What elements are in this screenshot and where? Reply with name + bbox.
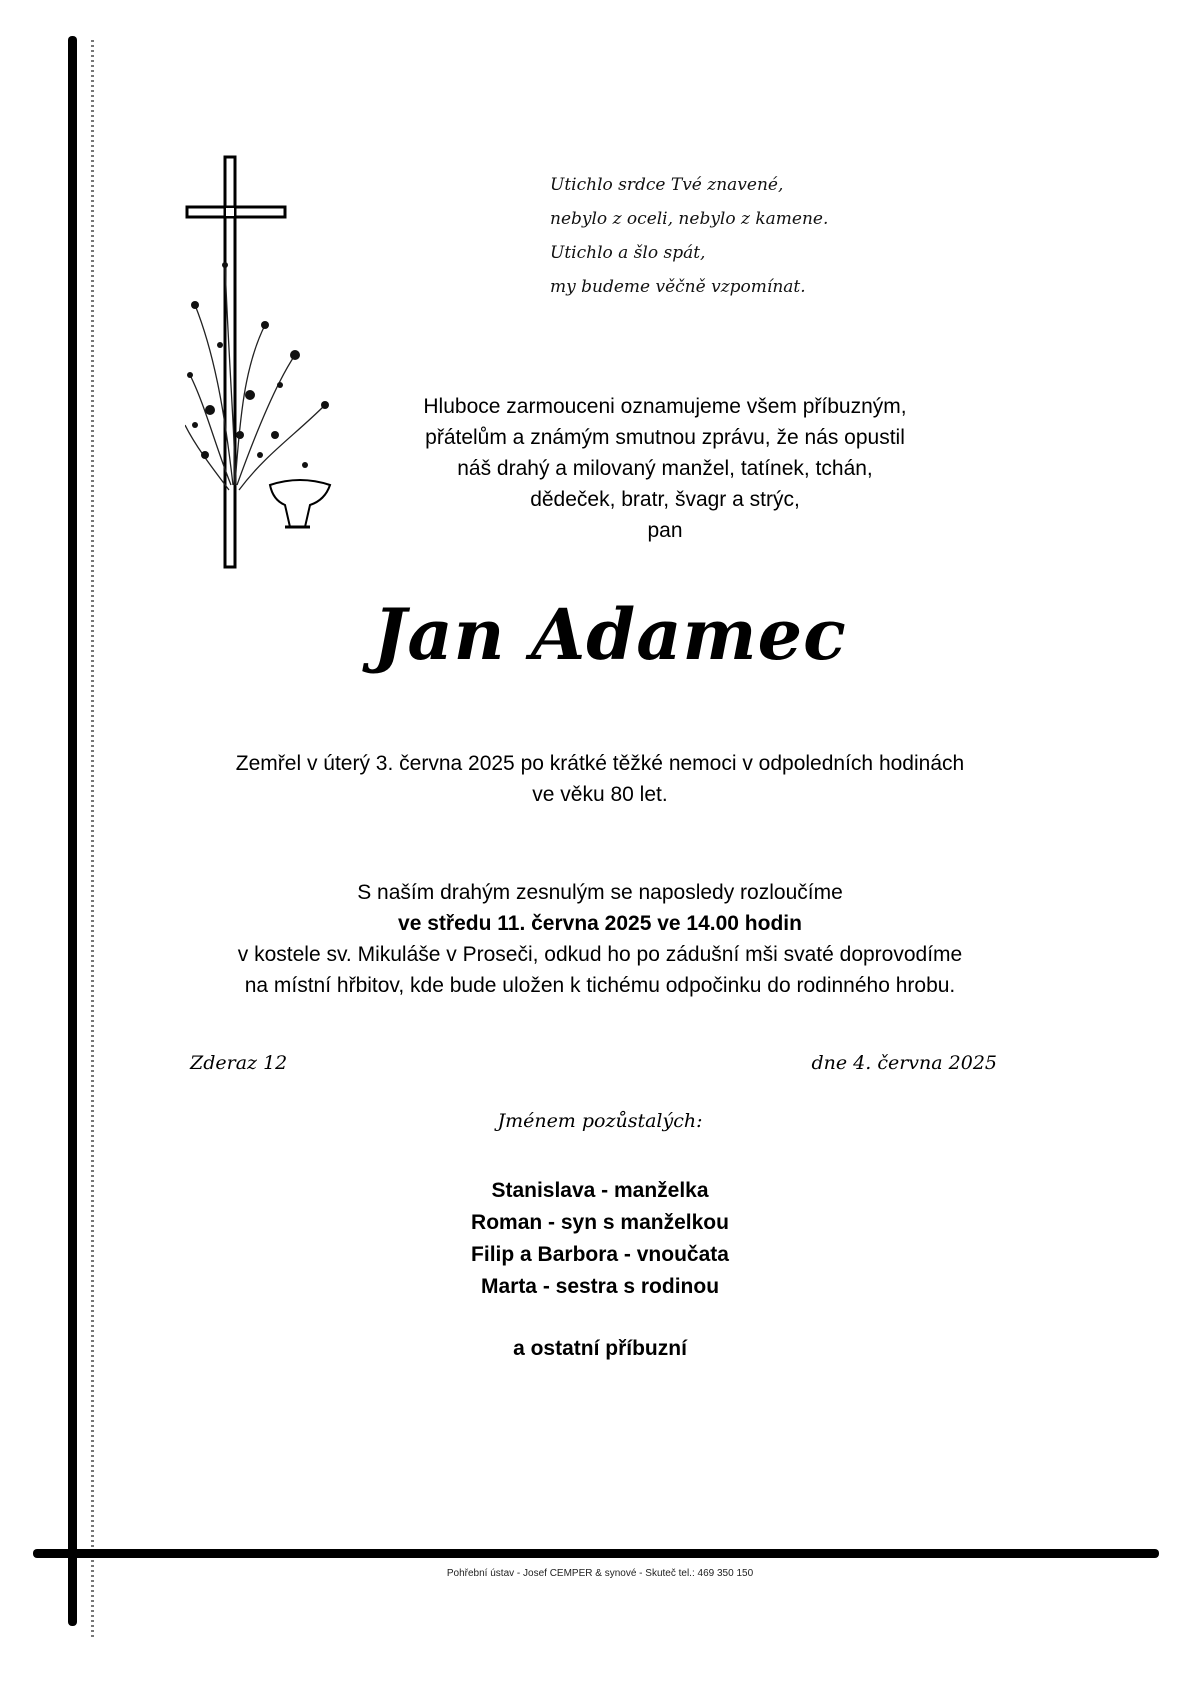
announcement-line: přátelům a známým smutnou zprávu, že nás opustil (425, 426, 905, 449)
poem (550, 168, 910, 304)
mourners-list (300, 1175, 900, 1303)
footer: Pohřební ústav - Josef CEMPER & synové - Skuteč tel.: 469 350 150 (446, 1568, 754, 1579)
mourner: Roman - syn s manželkou (471, 1211, 729, 1234)
on-behalf-heading: Jménem pozůstalých: (497, 1110, 703, 1132)
announcement-line: náš drahý a milovaný manžel, tatínek, tchán, (457, 457, 873, 480)
bottom-border-line (33, 1549, 1159, 1558)
mourner: Marta - sestra s rodinou (480, 1275, 720, 1298)
announcement-line: pan (647, 519, 683, 542)
funeral-info (150, 877, 1050, 1001)
death-line: ve věku 80 let. (532, 783, 668, 806)
funeral-date: ve středu 11. června 2025 ve 14.00 hodin (398, 912, 802, 935)
mourner: Stanislava - manželka (491, 1179, 709, 1202)
poem-line: Utichlo srdce Tvé znavené, (550, 175, 784, 195)
left-border-line (68, 36, 77, 1626)
death-line: Zemřel v úterý 3. června 2025 po krátké těžké nemoci v odpoledních hodinách (235, 752, 965, 775)
poem-line: nebylo z oceli, nebylo z kamene. (550, 209, 829, 229)
announcement-line: dědeček, bratr, švagr a strýc, (530, 488, 800, 511)
funeral-line: S naším drahým zesnulým se naposledy rozloučíme (357, 881, 843, 904)
announcement (330, 391, 1000, 546)
mourner: Filip a Barbora - vnoučata (471, 1243, 729, 1266)
dotted-edge (91, 40, 94, 1640)
notice-date: dne 4. června 2025 (811, 1052, 997, 1074)
other-relatives: a ostatní příbuzní (513, 1337, 687, 1360)
announcement-line: Hluboce zarmouceni oznamujeme všem příbuzným, (423, 395, 907, 418)
poem-line: my budeme věčně vzpomínat. (550, 277, 806, 297)
poem-line: Utichlo a šlo spát, (550, 243, 706, 263)
funeral-line: v kostele sv. Mikuláše v Proseči, odkud ho po zádušní mši svaté doprovodíme (237, 943, 963, 966)
deceased-name: Jan Adamec (373, 593, 847, 676)
funeral-line: na místní hřbitov, kde bude uložen k tichému odpočinku do rodinného hrobu. (244, 974, 956, 997)
address: Zderaz 12 (190, 1052, 288, 1074)
death-notice (150, 748, 1050, 810)
